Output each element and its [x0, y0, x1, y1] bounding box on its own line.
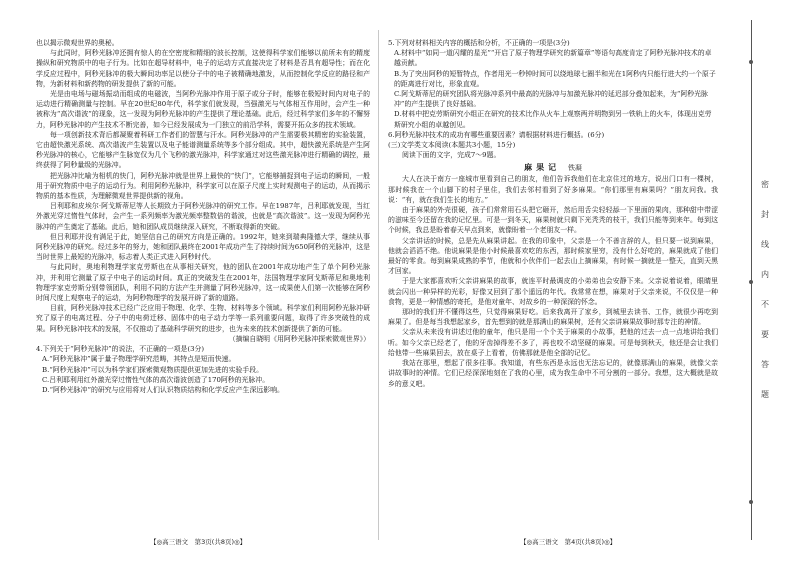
question-5-stem: 5.下列对材料相关内容的概括和分析，不正确的一项是(3分)	[388, 39, 570, 47]
question-6: 6.阿秒光脉冲技术的成功有哪些重要因素？请根据材料进行概括。(6分)	[388, 130, 605, 139]
binding-char: 密	[761, 180, 769, 189]
option: D.“阿秒光脉冲”的研究与应用将对人们认识物质结构和化学反应产生深远影响。	[42, 385, 284, 394]
option: B.为了突出阿秒的短暂特点，作者用光一秒钟时间可以绕地球七圈半和光在1阿秒内只能行进大约一个原子的距离进行对比，形象直观。	[394, 69, 716, 88]
paragraph: 由于麻果的外壳很硬，孩子们常常用石头把它砸开，然后用舌尖轻轻舔一下里面的果肉，那种甜中带涩的滋味至今还留在我的记忆里。可是一到冬天，麻果树就只剩下光秃秃的枝干，我们只能等到来年。每到这个时候，我总是盼着春天早点到来，就像盼着一个老朋友一样。	[388, 206, 718, 235]
footer-right: 【◎高三语文 第4页(共8页)◎】	[520, 538, 617, 546]
option: A.“阿秒光脉冲”属于量子物理学研究范畴，其特点是短而快速。	[42, 355, 236, 364]
binding-strip	[736, 20, 776, 540]
story-paragraphs	[388, 174, 718, 388]
paragraph: 那时的我们并不懂得这些，只觉得麻果好吃。后来我离开了家乡，到城里去读书、工作，就很少再吃到麻果了。但是每当我想起家乡，首先想到的就是那满山的麻果树，还有父亲讲麻果故事时那专注的神情。	[388, 308, 718, 327]
paragraph: 大人在决于南方一座城市里看到自己的朋友，他们告诉我他们在北京住过的地方，说出门口有一棵树，那时候我在一个山脚下的村子里住，我们去邻村看到了好多麻果。“你们那里有麻果吗？”朋友问我。我说：“有，就在我们生长的地方。”	[388, 175, 718, 204]
binding-char: 内	[761, 270, 769, 279]
page-divider	[378, 30, 379, 540]
paragraph: 与此同时，阿秒光脉冲还拥有惊人的在空密度和精细的波长控制，这使得科学家们能够以前所未有的精度操纵和研究物质中的电子行为。比如在超导材料中，电子的运动方式直接决定了材料是否具有超导性；而在化学反应过程中，阿秒光脉冲的极大瞬间功率足以使分子中的电子被精确地激发，从而控制化学反应的路径和产物，为新材料和新药物的研发提供了新的可能。	[36, 49, 370, 88]
right-page	[388, 38, 718, 535]
story-title-line	[388, 161, 718, 174]
binding-char: 题	[761, 390, 769, 399]
option: D.材料中把克劳斯研究小组正在研究的技术比作从火车上观察两并明物到另一铁轨上的火车，体现出克劳斯研究小组的卓越创见。	[394, 110, 712, 129]
paragraph: 把光脉冲比喻为相机的快门，阿秒光脉冲就是世界上最快的“快门”，它能够捕捉到电子运动的瞬间，一般用于研究物质中电子的运动行为。利用阿秒光脉冲，科学家可以在原子尺度上实时观测电子的运动，从而揭示物质的基本性质，为理解微观世界提供新的视角。	[36, 171, 370, 201]
binding-char: 要	[761, 330, 769, 339]
footer-left: 【◎高三语文 第3页(共8页)◎】	[150, 538, 247, 546]
article-source: （摘编自晓明《用阿秒光脉冲探索微观世界》）	[228, 334, 370, 343]
question-4-stem: 4.下列关于“阿秒光脉冲”的说法，不正确的一项是(3分)	[36, 345, 205, 354]
binding-hole	[749, 280, 753, 284]
left-paragraphs	[36, 48, 370, 334]
paragraph: 每一项创新技术背后都凝聚着科研工作者们的智慧与汗水。阿秒光脉冲的产生需要极其精密的实验装置，它由超快激光系统、高次谐波产生装置以及电子能谱测量系统等多个部分组成。其中，超快激光系统是产生阿秒光脉冲的核心，它能够产生脉宽仅为几个飞秒的激光脉冲，科学家通过对这些激光脉冲进行精确的调控，最终获得了阿秒量级的光脉冲。	[36, 130, 370, 170]
paragraph: 父亲从未来没有讲述过他的童年，他只是用一个个关于麻果的小故事，把他的过去一点一点地讲给我们听。如今父亲已经老了，他的牙齿掉得差不多了，再也咬不动坚硬的麻果。可是每到秋天，他还是会让我们给他带一些麻果回去，放在桌子上看着，仿佛那就是他全部的记忆。	[388, 328, 718, 357]
intro-fragment: 也以揭示微观世界的奥秘。	[36, 39, 119, 47]
option: C.吕利耶利用红外激光穿过惰性气体的高次谐波创造了170阿秒的光脉冲。	[42, 375, 270, 384]
story-author: 铁凝	[568, 164, 582, 173]
binding-char: 答	[761, 360, 769, 369]
left-page	[36, 38, 370, 535]
paragraph: 我站在那里，想起了很多往事。我知道，有些东西是永远也无法忘记的，就像那满山的麻果，就像父亲讲故事时的神情。它们已经深深地刻在了我的心里，成为我生命中不可分割的一部分。我想，这大概就是故乡的意义吧。	[388, 359, 718, 388]
binding-char: 不	[761, 300, 769, 309]
option: B.“阿秒光脉冲”可以为科学家们探索微观物质提供更加先进的实验手段。	[42, 365, 264, 374]
paragraph: 光是由电场与磁场振动而组成的电磁波，当阿秒光脉冲作用于原子或分子时，能够在极短时间内对电子的运动进行精确测量与控制。早在20世纪80年代，科学家们就发现，当强激光与气体相互作用时，会产生一种被称为“高次谐波”的现象，这一发现为阿秒光脉冲的产生提供了理论基础。此后，经过科学家们多年的不懈努力，阿秒光脉冲的产生技术不断完善，如今已经发展成为一门独立的前沿学科，需要开拓众多的技术领域。	[36, 90, 370, 129]
binding-hole	[749, 500, 753, 504]
paragraph: 吕利耶和皮埃尔·阿戈斯蒂尼等人长期致力于阿秒光脉冲的研究工作。早在1987年，吕利耶就发现，当红外激光穿过惰性气体时，会产生一系列频率为激光频率整数倍的谐波，也就是“高次谐波”。这一发现为阿秒光脉冲的产生奠定了基础。此后，她和团队成员继续深入研究，不断取得新的突破。	[36, 202, 370, 231]
binding-hole	[749, 60, 753, 64]
question-5-options	[388, 48, 718, 130]
paragraph: 于是大家都喜欢听父亲讲麻果的故事，就连平时最调皮的小弟弟也会安静下来。父亲说着说着，眼睛里就会闪出一种异样的光彩，好像又回到了那个遥远的年代。我常常在想，麻果对于父亲来说，不仅仅是一种食物，更是一种情感的寄托，是他对童年、对故乡的一种深深的怀念。	[388, 277, 718, 306]
story-title: 麻果记	[524, 162, 561, 173]
paragraph: 但吕利耶并没有满足于此，她坚信自己的研究方向是正确的。1992年，她来到瑞典隆德大学，继续从事阿秒光脉冲的研究。经过多年的努力，她和团队最终在2001年成功产生了持续时间为650阿秒的光脉冲，这是当时世界上最短的光脉冲，标志着人类正式进入阿秒时代。	[36, 232, 370, 262]
paragraph: 父亲讲话的时候，总是先从麻果讲起。在我的印象中，父亲是一个不善言辞的人，但只要一说到麻果，他就会滔滔不绝。他说麻果是他小时候最喜欢吃的东西，那时候家里穷，没有什么好吃的，麻果就成了他们最好的零食。每到麻果成熟的季节，他就和小伙伴们一起去山上摘麻果，有时候一摘就是一整天，直到天黑才回家。	[388, 236, 718, 276]
option: A.材料中“如同一道闪耀的星光”“开启了原子物理学研究的新篇章”等语句高度肯定了阿秒光脉冲技术的卓越贡献。	[394, 49, 712, 68]
reading-instruction: 阅读下面的文字，完成7～9题。	[402, 151, 501, 160]
option: C.阿戈斯蒂尼的研究团队将光脉冲系列中最高的光脉冲与加激光脉冲的延迟部分叠加起来，为“阿秒光脉冲”的产生提供了良好基础。	[394, 90, 708, 109]
question-4-options	[36, 354, 370, 395]
section-header: (三)文学类文本阅读(本题共3小题，15分)	[388, 141, 516, 150]
paragraph: 目前，阿秒光脉冲技术已经广泛应用于物理、化学、生物、材料等多个领域。科学家们利用阿秒光脉冲研究了原子的电离过程、分子中的电荷迁移、固体中的电子动力学等一系列重要问题，取得了许多突破性的成果。阿秒光脉冲技术的发展，不仅推动了基础科学研究的进步，也为未来的技术创新提供了新的可能。	[36, 304, 370, 333]
binding-notice	[758, 170, 772, 410]
binding-char: 封	[761, 210, 769, 219]
paragraph: 与此同时，奥地利物理学家克劳斯也在从事相关研究，他的团队在2001年成功地产生了单个阿秒光脉冲，并利用它测量了原子中电子的运动时间。真正的突破发生在2001年，法国物理学家阿戈斯蒂尼和奥地利物理学家克劳斯分别带领团队，利用不同的方法产生并测量了阿秒光脉冲，这一成果使人们第一次能够在阿秒时间尺度上观察电子的运动，为阿秒物理学的发展开辟了新的道路。	[36, 263, 370, 303]
binding-char: 线	[761, 240, 769, 249]
